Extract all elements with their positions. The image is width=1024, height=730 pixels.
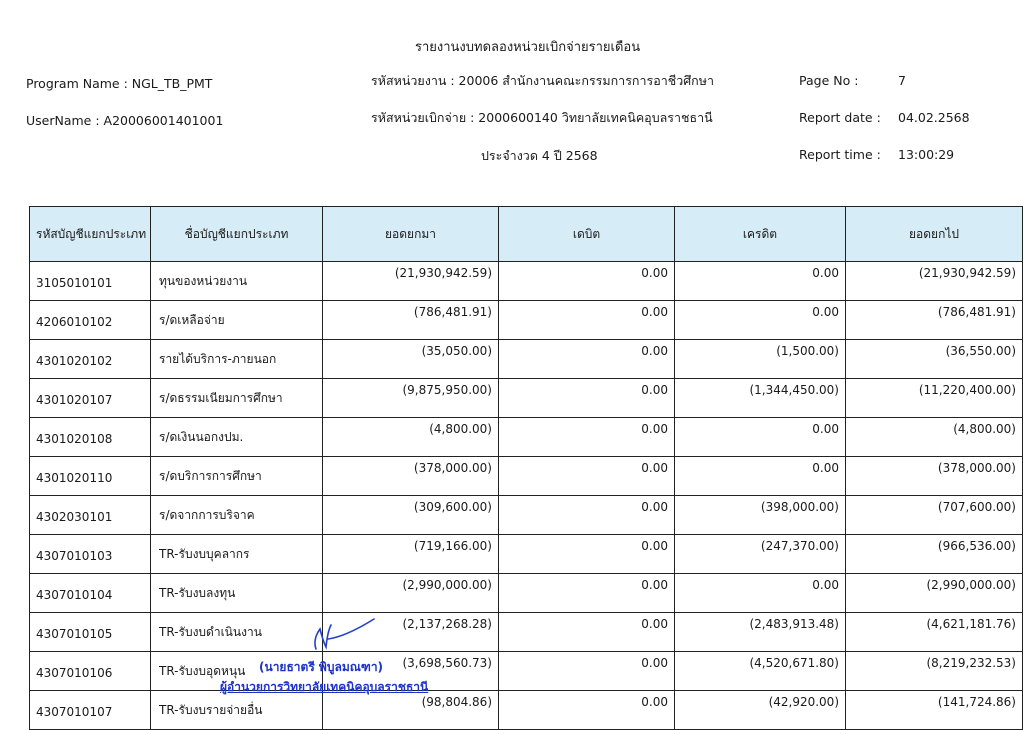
account-name: TR-รับงบดำเนินงาน <box>151 613 323 652</box>
page-label: Page No : <box>799 73 859 88</box>
account-name: TR-รับงบรายจ่ายอื่น <box>151 691 323 730</box>
brought-forward: (3,698,560.73) <box>323 652 499 691</box>
debit: 0.00 <box>499 613 675 652</box>
table-row <box>30 652 1023 691</box>
account-code: 4307010104 <box>30 574 151 613</box>
brought-forward: (4,800.00) <box>323 418 499 457</box>
debit: 0.00 <box>499 418 675 457</box>
debit: 0.00 <box>499 262 675 301</box>
carried-forward: (8,219,232.53) <box>846 652 1023 691</box>
disbursing-unit: รหัสหน่วยเบิกจ่าย : 2000600140 วิทยาลัยเทคนิคอุบลราชธานี <box>371 110 713 125</box>
account-name: ร/ดบริการการศึกษา <box>151 457 323 496</box>
account-name: TR-รับงบอุดหนุน <box>151 652 323 691</box>
report-time: 13:00:29 <box>898 147 955 162</box>
debit: 0.00 <box>499 301 675 340</box>
debit: 0.00 <box>499 574 675 613</box>
account-code: 4301020110 <box>30 457 151 496</box>
credit: (4,520,671.80) <box>675 652 846 691</box>
account-code: 4307010107 <box>30 691 151 730</box>
credit: (2,483,913.48) <box>675 613 846 652</box>
account-name: ร/ดจากการบริจาค <box>151 496 323 535</box>
account-code: 3105010101 <box>30 262 151 301</box>
table-header-row <box>30 207 1023 262</box>
credit: 0.00 <box>675 457 846 496</box>
col-header-debit: เดบิต <box>499 207 675 262</box>
col-header-carried-forward: ยอดยกไป <box>846 207 1023 262</box>
carried-forward: (966,536.00) <box>846 535 1023 574</box>
account-code: 4302030101 <box>30 496 151 535</box>
credit: 0.00 <box>675 574 846 613</box>
brought-forward: (378,000.00) <box>323 457 499 496</box>
handwritten-signature <box>308 615 380 655</box>
debit: 0.00 <box>499 379 675 418</box>
debit: 0.00 <box>499 535 675 574</box>
table-row <box>30 496 1023 535</box>
table-row <box>30 691 1023 730</box>
account-name: TR-รับงบบุคลากร <box>151 535 323 574</box>
table-row <box>30 262 1023 301</box>
report-date: 04.02.2568 <box>898 110 970 125</box>
credit: 0.00 <box>675 418 846 457</box>
credit: (1,344,450.00) <box>675 379 846 418</box>
account-name: รายได้บริการ-ภายนอก <box>151 340 323 379</box>
table-row <box>30 613 1023 652</box>
carried-forward: (36,550.00) <box>846 340 1023 379</box>
credit: 0.00 <box>675 262 846 301</box>
table-row <box>30 340 1023 379</box>
brought-forward: (9,875,950.00) <box>323 379 499 418</box>
brought-forward: (719,166.00) <box>323 535 499 574</box>
credit: 0.00 <box>675 301 846 340</box>
account-code: 4307010103 <box>30 535 151 574</box>
col-header-code: รหัสบัญชีแยกประเภท <box>30 207 151 262</box>
credit: (398,000.00) <box>675 496 846 535</box>
debit: 0.00 <box>499 340 675 379</box>
col-header-credit: เครดิต <box>675 207 846 262</box>
debit: 0.00 <box>499 652 675 691</box>
carried-forward: (2,990,000.00) <box>846 574 1023 613</box>
table-row <box>30 457 1023 496</box>
table-row <box>30 535 1023 574</box>
account-name: TR-รับงบลงทุน <box>151 574 323 613</box>
account-name: ร/ดธรรมเนียมการศึกษา <box>151 379 323 418</box>
brought-forward: (786,481.91) <box>323 301 499 340</box>
brought-forward: (21,930,942.59) <box>323 262 499 301</box>
table-row <box>30 301 1023 340</box>
carried-forward: (11,220,400.00) <box>846 379 1023 418</box>
credit: (247,370.00) <box>675 535 846 574</box>
report-date-label: Report date : <box>799 110 881 125</box>
carried-forward: (786,481.91) <box>846 301 1023 340</box>
signer-name: (นายธาตรี พิบูลมณฑา) <box>259 660 384 674</box>
brought-forward: (35,050.00) <box>323 340 499 379</box>
brought-forward: (309,600.00) <box>323 496 499 535</box>
brought-forward: (2,137,268.28) <box>323 613 499 652</box>
col-header-name: ชื่อบัญชีแยกประเภท <box>151 207 323 262</box>
carried-forward: (4,800.00) <box>846 418 1023 457</box>
account-code: 4307010106 <box>30 652 151 691</box>
signer-position: ผู้อำนวยการวิทยาลัยเทคนิคอุบลราชธานี <box>220 680 429 694</box>
account-code: 4301020107 <box>30 379 151 418</box>
credit: (1,500.00) <box>675 340 846 379</box>
user-name: UserName : A20006001401001 <box>26 113 224 128</box>
carried-forward: (707,600.00) <box>846 496 1023 535</box>
carried-forward: (21,930,942.59) <box>846 262 1023 301</box>
report-period: ประจำงวด 4 ปี 2568 <box>481 148 598 163</box>
carried-forward: (141,724.86) <box>846 691 1023 730</box>
report-time-label: Report time : <box>799 147 881 162</box>
account-code: 4206010102 <box>30 301 151 340</box>
agency-code: รหัสหน่วยงาน : 20006 สำนักงานคณะกรรมการการอาชีวศึกษา <box>371 73 715 88</box>
trial-balance-table <box>29 206 1023 730</box>
account-code: 4301020102 <box>30 340 151 379</box>
page-number: 7 <box>898 73 906 88</box>
account-code: 4307010105 <box>30 613 151 652</box>
carried-forward: (4,621,181.76) <box>846 613 1023 652</box>
program-name: Program Name : NGL_TB_PMT <box>26 76 213 91</box>
col-header-brought-forward: ยอดยกมา <box>323 207 499 262</box>
account-name: ร/ดเงินนอกงปม. <box>151 418 323 457</box>
credit: (42,920.00) <box>675 691 846 730</box>
table-row <box>30 418 1023 457</box>
carried-forward: (378,000.00) <box>846 457 1023 496</box>
account-name: ร/ดเหลือจ่าย <box>151 301 323 340</box>
table-row <box>30 379 1023 418</box>
debit: 0.00 <box>499 496 675 535</box>
debit: 0.00 <box>499 691 675 730</box>
brought-forward: (98,804.86) <box>323 691 499 730</box>
table-row <box>30 574 1023 613</box>
report-title: รายงานงบทดลองหน่วยเบิกจ่ายรายเดือน <box>415 40 641 55</box>
account-code: 4301020108 <box>30 418 151 457</box>
account-name: ทุนของหน่วยงาน <box>151 262 323 301</box>
brought-forward: (2,990,000.00) <box>323 574 499 613</box>
debit: 0.00 <box>499 457 675 496</box>
